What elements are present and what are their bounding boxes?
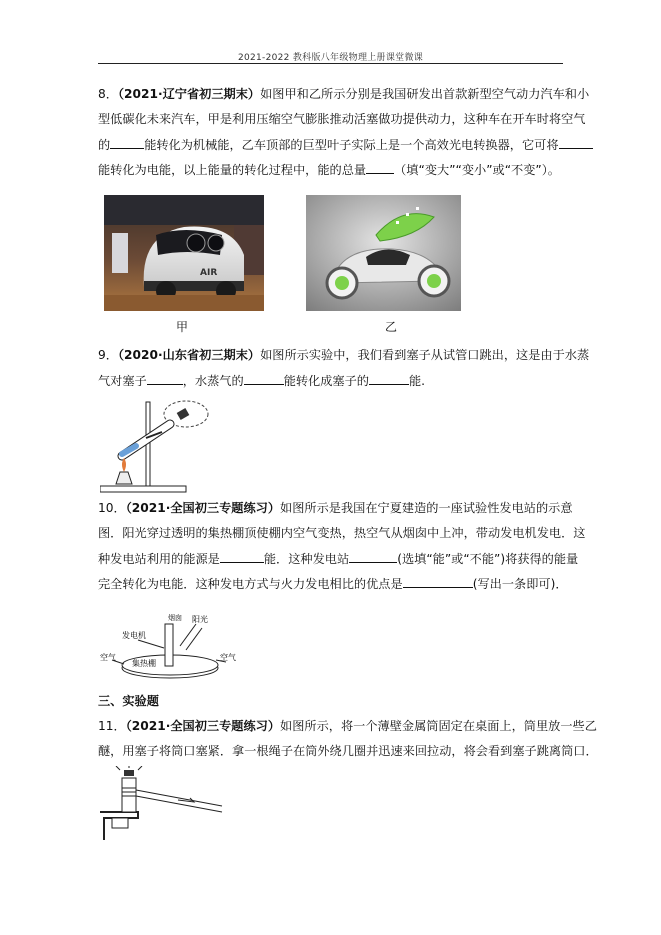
q10-text3c: (选填“能”或“不能”)将获得的能量 — [397, 552, 579, 566]
q11-line1 — [98, 718, 597, 734]
q10-text4b: (写出一条即可)． — [472, 577, 568, 591]
q10-line2: 图．阳光穿过透明的集热棚顶使棚内空气变热，热空气从烟囱中上冲，带动发电机发电．这 — [98, 526, 586, 540]
q10-blank2[interactable] — [349, 550, 397, 563]
q10-number: 10． — [98, 501, 126, 515]
q11-source: （2021·全国初三专题练习） — [125, 719, 281, 733]
q10-line1 — [98, 500, 573, 516]
page-header: 2021-2022 教科版八年级物理上册课堂微课 — [237, 53, 424, 63]
q9-text2a: 气对塞子 — [98, 374, 147, 388]
q9-blank2[interactable] — [244, 372, 284, 385]
q8-blank3[interactable] — [366, 161, 394, 174]
label-air-right: 空气 — [220, 653, 236, 662]
q10-blank3[interactable] — [403, 575, 473, 588]
q10-text3a: 种发电站利用的能源是 — [98, 552, 220, 566]
label-collector: 集热棚 — [132, 659, 156, 668]
q9-blank3[interactable] — [369, 372, 409, 385]
q10-blank1[interactable] — [220, 550, 264, 563]
metal-tube-diagram — [98, 766, 228, 840]
q9-text2c: 能转化成塞子的 — [283, 374, 369, 388]
q8-number: 8． — [98, 87, 118, 101]
label-generator: 发电机 — [122, 631, 146, 640]
q8-line1 — [98, 86, 589, 102]
q8-text4a: 能转化为电能，以上能量的转化过程中，能的总量 — [98, 163, 367, 177]
q9-line1 — [98, 347, 589, 363]
q8-blank2[interactable] — [559, 136, 593, 149]
q8-blank1[interactable] — [110, 136, 144, 149]
q11-number: 11． — [98, 719, 126, 733]
caption-yi: 乙 — [385, 320, 398, 334]
test-tube-diagram — [100, 398, 212, 494]
q10-line4 — [98, 575, 568, 592]
q8-text3a: 的 — [98, 138, 111, 152]
q8-text1: 如图甲和乙所示分别是我国研发出首款新型空气动力汽车和小 — [260, 87, 590, 101]
q10-line3 — [98, 550, 578, 567]
solar-chimney-diagram — [98, 610, 238, 690]
air-car-photo — [104, 195, 264, 311]
q8-text3b: 能转化为机械能，乙车顶部的巨型叶子实际上是一个高效光电转换器，它可将 — [144, 138, 559, 152]
q9-text2d: 能. — [409, 374, 426, 388]
label-chimney: 烟囱 — [168, 614, 182, 622]
q9-source: （2020·山东省初三期末） — [117, 348, 261, 362]
q10-text3b: 能．这种发电站 — [263, 552, 350, 566]
q11-line2: 醚，用塞子将筒口塞紧．拿一根绳子在筒外绕几圈并迅速来回拉动，将会看到塞子跳离筒口． — [98, 744, 598, 758]
q10-text1: 如图所示是我国在宁夏建造的一座试验性发电站的示意 — [280, 501, 573, 515]
caption-jia: 甲 — [176, 320, 189, 334]
q9-number: 9． — [98, 348, 118, 362]
q10-text4a: 完全转化为电能．这种发电方式与火力发电相比的优点是 — [98, 577, 403, 591]
section-title-experiment: 三、实验题 — [98, 694, 159, 708]
q8-line2: 型低碳化未来汽车，甲是利用压缩空气膨胀推动活塞做功提供动力，这种车在开车时将空气 — [98, 112, 586, 126]
q10-source: （2021·全国初三专题练习） — [125, 501, 281, 515]
q8-line4 — [98, 161, 560, 178]
label-sunlight: 阳光 — [192, 615, 208, 624]
q11-text1: 如图所示，将一个薄壁金属筒固定在桌面上，筒里放一些乙 — [280, 719, 597, 733]
q9-text1: 如图所示实验中，我们看到塞子从试管口跳出，这是由于水蒸 — [260, 348, 590, 362]
air-logo-text: AIR — [200, 268, 218, 278]
q9-line2 — [98, 372, 425, 389]
q8-text4b: （填“变大”“变小”或“不变”）。 — [394, 163, 560, 177]
q9-blank1[interactable] — [147, 372, 183, 385]
header-rule — [98, 63, 563, 64]
q8-source: （2021·辽宁省初三期末） — [117, 87, 261, 101]
q9-text2b: ，水蒸气的 — [182, 374, 244, 388]
leaf-car-photo — [306, 195, 461, 311]
label-air-left: 空气 — [100, 653, 116, 662]
q8-line3 — [98, 136, 593, 153]
